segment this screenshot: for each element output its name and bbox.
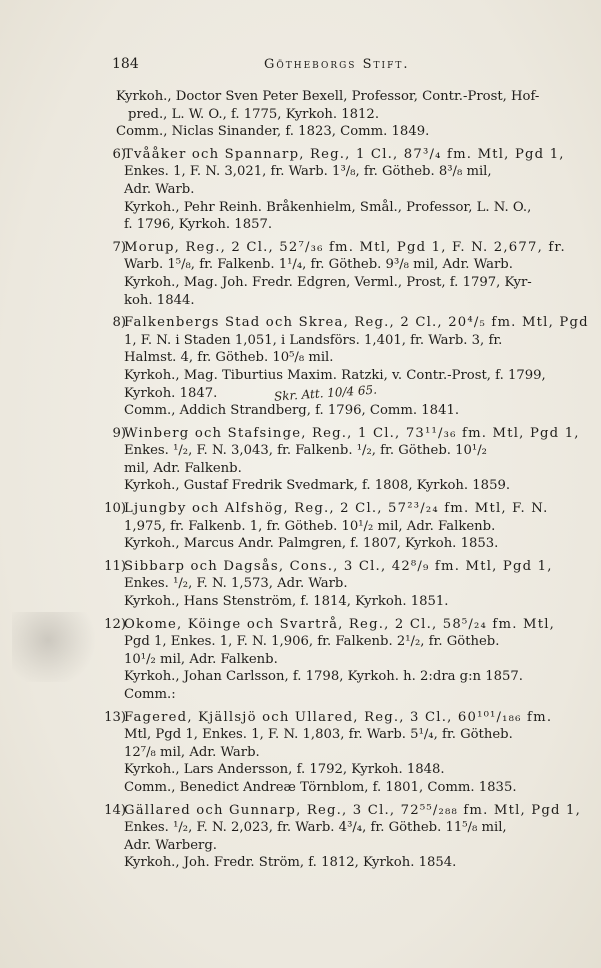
entry-line: Winberg och Stafsinge, Reg., 1 Cl., 73¹¹/₃₆ fm. Mtl, Pgd 1, xyxy=(124,425,580,441)
ink-smudge xyxy=(12,612,102,682)
entry-line: Kyrkoh., Gustaf Fredrik Svedmark, f. 1808, Kyrkoh. 1859. xyxy=(124,478,511,494)
handwritten-note: Skr. Att. 10/4 65. xyxy=(273,382,378,404)
entry-number: 9) xyxy=(112,425,126,441)
page-content xyxy=(96,88,589,877)
entry-line: Sibbarp och Dagsås, Cons., 3 Cl., 42⁸/₉ fm. Mtl, Pgd 1, xyxy=(124,558,553,574)
parish-entry xyxy=(96,239,566,309)
entry-number: 14) xyxy=(104,802,126,818)
parish-entry xyxy=(96,146,566,234)
entry-number: 8) xyxy=(112,315,126,331)
parish-entry xyxy=(96,314,589,420)
entry-line: Pgd 1, Enkes. 1, F. N. 1,906, fr. Falkenb. 2¹/₂, fr. Götheb. xyxy=(124,634,500,650)
entry-line: Kyrkoh., Marcus Andr. Palmgren, f. 1807, Kyrkoh. 1853. xyxy=(124,536,499,552)
entry-number: 10) xyxy=(104,501,126,517)
entry-line xyxy=(124,382,566,404)
entry-line: Enkes. 1, F. N. 3,021, fr. Warb. 1³/₈, fr. Götheb. 8³/₈ mil, xyxy=(124,164,492,180)
entry-line: 1, F. N. i Staden 1,051, i Landsförs. 1,401, fr. Warb. 3, fr. xyxy=(124,332,503,348)
parish-entry xyxy=(96,558,566,611)
entry-line: Kyrkoh., Mag. Joh. Fredr. Edgren, Verml., Prost, f. 1797, Kyr- xyxy=(124,274,532,290)
entry-line: Fagered, Kjällsjö och Ullared, Reg., 3 Cl., 60¹⁰¹/₁₈₆ fm. xyxy=(124,709,553,725)
entry-line: Adr. Warberg. xyxy=(124,837,217,853)
entry-line: Halmst. 4, fr. Götheb. 10⁵/₈ mil. xyxy=(124,350,334,366)
running-title: Götheborgs Stift. xyxy=(264,57,410,72)
entry-line: Comm., Addich Strandberg, f. 1796, Comm. 1841. xyxy=(124,403,460,419)
entry-line: Mtl, Pgd 1, Enkes. 1, F. N. 1,803, fr. Warb. 5¹/₄, fr. Götheb. xyxy=(124,727,513,743)
entry-number: 13) xyxy=(104,709,126,725)
entry-number: 7) xyxy=(112,239,126,255)
entry-line: Kyrkoh., Mag. Tiburtius Maxim. Ratzki, v. Contr.-Prost, f. 1799, xyxy=(124,367,546,383)
page-header xyxy=(112,56,572,78)
entry-line: Warb. 1⁵/₈, fr. Falkenb. 1¹/₄, fr. Götheb. 9³/₈ mil, Adr. Warb. xyxy=(124,257,513,273)
entry-number: 6) xyxy=(112,146,126,162)
entry-line: Morup, Reg., 2 Cl., 52⁷/₃₆ fm. Mtl, Pgd 1, F. N. 2,677, fr. xyxy=(124,239,566,255)
entry-line: Kyrkoh., Hans Stenström, f. 1814, Kyrkoh. 1851. xyxy=(124,594,449,610)
entry-line: 1,975, fr. Falkenb. 1, fr. Götheb. 10¹/₂ mil, Adr. Falkenb. xyxy=(124,518,496,534)
entry-line: Kyrkoh., Doctor Sven Peter Bexell, Professor, Contr.-Prost, Hof- xyxy=(116,89,540,104)
entry-line: 10¹/₂ mil, Adr. Falkenb. xyxy=(124,651,278,667)
entry-line: Enkes. ¹/₂, F. N. 1,573, Adr. Warb. xyxy=(124,576,348,592)
entry-line: 12⁷/₈ mil, Adr. Warb. xyxy=(124,744,260,760)
entry-line: Falkenbergs Stad och Skrea, Reg., 2 Cl., 20⁴/₅ fm. Mtl, Pgd xyxy=(124,315,589,331)
entry-line: Enkes. ¹/₂, F. N. 3,043, fr. Falkenb. ¹/₂, fr. Götheb. 10¹/₂ xyxy=(124,443,487,459)
entry-line: f. 1796, Kyrkoh. 1857. xyxy=(124,217,273,233)
parish-entry xyxy=(96,616,566,704)
entry-line: Kyrkoh., Joh. Fredr. Ström, f. 1812, Kyrkoh. 1854. xyxy=(124,855,457,871)
entry-line: pred., L. W. O., f. 1775, Kyrkoh. 1812. xyxy=(128,106,380,122)
parish-entry xyxy=(96,500,566,553)
parish-entry xyxy=(96,709,566,797)
entry-line: mil, Adr. Falkenb. xyxy=(124,460,242,476)
entry-line: Ljungby och Alfshög, Reg., 2 Cl., 57²³/₂₄ fm. Mtl, F. N. xyxy=(124,501,549,517)
entry-line: Comm.: xyxy=(124,687,176,702)
entry-line: Adr. Warb. xyxy=(124,181,195,197)
entry-line: Comm., Benedict Andreæ Törnblom, f. 1801, Comm. 1835. xyxy=(124,779,517,795)
entry-line: Enkes. ¹/₂, F. N. 2,023, fr. Warb. 4³/₄, fr. Götheb. 11⁵/₈ mil, xyxy=(124,820,507,836)
entry-line: Gällared och Gunnarp, Reg., 3 Cl., 72⁵⁵/₂₈₈ fm. Mtl, Pgd 1, xyxy=(124,802,582,818)
entry-line: koh. 1844. xyxy=(124,292,195,308)
entry-line: Kyrkoh., Johan Carlsson, f. 1798, Kyrkoh. h. 2:dra g:n 1857. xyxy=(124,669,523,685)
page-number: 184 xyxy=(112,56,139,72)
parish-entry xyxy=(96,88,566,141)
parish-entry xyxy=(96,425,580,495)
entry-line: Comm., Niclas Sinander, f. 1823, Comm. 1849. xyxy=(116,124,430,140)
entry-line-text: Kyrkoh. 1847. xyxy=(124,385,218,401)
entry-number: 11) xyxy=(104,558,126,574)
entry-line: Okome, Köinge och Svartrå, Reg., 2 Cl., 58⁵/₂₄ fm. Mtl, xyxy=(124,616,556,632)
parish-entry xyxy=(96,802,582,872)
entry-line: Kyrkoh., Pehr Reinh. Bråkenhielm, Smål., Professor, L. N. O., xyxy=(124,199,532,215)
entry-line: Tvååker och Spannarp, Reg., 1 Cl., 87³/₄ fm. Mtl, Pgd 1, xyxy=(124,146,565,162)
entry-number: 12) xyxy=(104,616,126,632)
entry-line: Kyrkoh., Lars Andersson, f. 1792, Kyrkoh. 1848. xyxy=(124,762,445,778)
